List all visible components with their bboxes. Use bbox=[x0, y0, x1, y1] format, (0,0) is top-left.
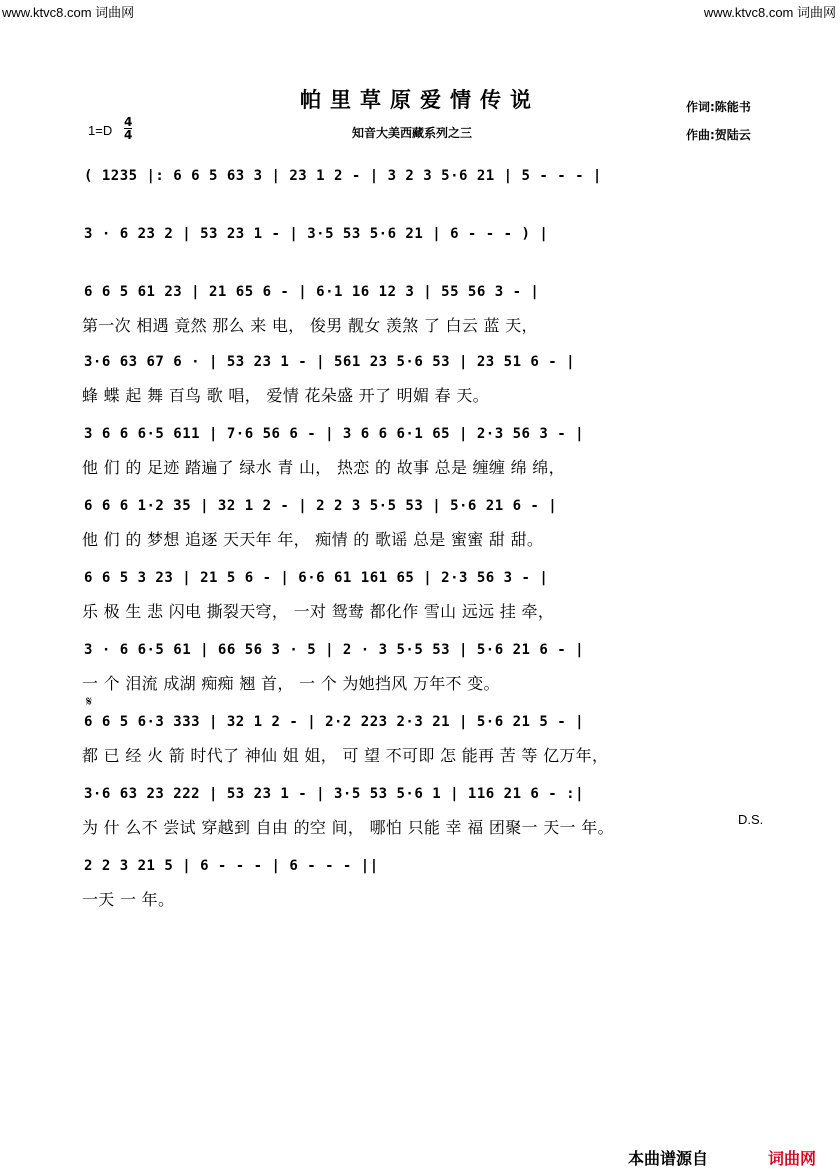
score-lyrics-row-6: 他 们 的 梦想 追逐 天天年 年， 痴情 的 歌谣 总是 蜜蜜 甜 甜。 bbox=[82, 530, 544, 549]
score-notes-row-2: 3 · 6 23 2 | 53 23 1 - | 3·5 53 5·6 21 | 6 - - - ) | bbox=[84, 226, 549, 242]
time-signature-top: 4 bbox=[124, 115, 133, 129]
song-subtitle: 知音大美西藏系列之三 bbox=[352, 126, 473, 140]
score-notes-row-8: 3 · 6 6·5 61 | 66 56 3 · 5 | 2 · 3 5·5 53 | 5·6 21 6 - | bbox=[84, 642, 585, 658]
watermark-top-left: www.ktvc8.com 词曲网 bbox=[2, 5, 135, 20]
song-title: 帕里草原爱情传说 bbox=[300, 88, 540, 112]
score-lyrics-row-10: 为 什 么不 尝试 穿越到 自由 的空 间， 哪怕 只能 幸 福 团聚一 天一 年。 bbox=[82, 818, 614, 837]
time-signature-bottom: 4 bbox=[124, 128, 133, 142]
watermark-top-right: www.ktvc8.com 词曲网 bbox=[703, 5, 836, 20]
score-lyrics-row-3: 第一次 相遇 竟然 那么 来 电， 俊男 靓女 羡煞 了 白云 蓝 天， bbox=[82, 316, 538, 335]
da-segno-mark: D.S. bbox=[738, 812, 764, 827]
score-lyrics-row-7: 乐 极 生 悲 闪电 撕裂天穹， 一对 鸳鸯 都化作 雪山 远远 挂 牵， bbox=[82, 602, 555, 621]
score-lyrics-row-5: 他 们 的 足迹 踏遍了 绿水 青 山， 热恋 的 故事 总是 缠缠 绵 绵， bbox=[82, 458, 565, 477]
score-notes-row-4: 3·6 63 67 6 · | 53 23 1 - | 561 23 5·6 53 | 23 51 6 - | bbox=[84, 354, 576, 370]
score-lyrics-row-9: 都 已 经 火 箭 时代了 神仙 姐 姐， 可 望 不可即 怎 能再 苦 等 亿万年， bbox=[82, 746, 609, 765]
key-signature: 1=D bbox=[88, 123, 113, 138]
footer-brand: 词曲网 bbox=[768, 1149, 817, 1168]
segno-mark: 𝄋 bbox=[86, 694, 93, 710]
score-notes-row-10: 3·6 63 23 222 | 53 23 1 - | 3·5 53 5·6 1 | 116 21 6 - :| bbox=[84, 786, 585, 802]
score-notes-row-1: ( 1235 |: 6 6 5 63 3 | 23 1 2 - | 3 2 3 5·6 21 | 5 - - - | bbox=[84, 168, 602, 184]
score-notes-row-7: 6 6 5 3 23 | 21 5 6 - | 6·6 61 161 65 | 2·3 56 3 - | bbox=[84, 570, 549, 586]
score-notes-row-5: 3 6 6 6·5 611 | 7·6 56 6 - | 3 6 6 6·1 65 | 2·3 56 3 - | bbox=[84, 426, 585, 442]
score-notes-row-3: 6 6 5 61 23 | 21 65 6 - | 6·1 16 12 3 | 55 56 3 - | bbox=[84, 284, 540, 300]
composer-credit: 作曲:贺陆云 bbox=[686, 128, 751, 142]
score-notes-row-6: 6 6 6 1·2 35 | 32 1 2 - | 2 2 3 5·5 53 | 5·6 21 6 - | bbox=[84, 498, 558, 514]
score-lyrics-row-11: 一天 一 年。 bbox=[82, 890, 175, 909]
time-signature bbox=[124, 116, 132, 141]
score-notes-row-11: 2 2 3 21 5 | 6 - - - | 6 - - - || bbox=[84, 858, 379, 874]
score-lyrics-row-4: 蜂 蝶 起 舞 百鸟 歌 唱， 爱情 花朵盛 开了 明媚 春 天。 bbox=[82, 386, 489, 405]
score-lyrics-row-8: 一 个 泪流 成湖 痴痴 翘 首， 一 个 为她挡风 万年不 变。 bbox=[82, 674, 500, 693]
footer-source-label: 本曲谱源自 bbox=[628, 1149, 709, 1168]
score-notes-row-9: 6 6 5 6·3 333 | 32 1 2 - | 2·2 223 2·3 21 | 5·6 21 5 - | bbox=[84, 714, 585, 730]
lyricist-credit: 作词:陈能书 bbox=[686, 100, 751, 114]
